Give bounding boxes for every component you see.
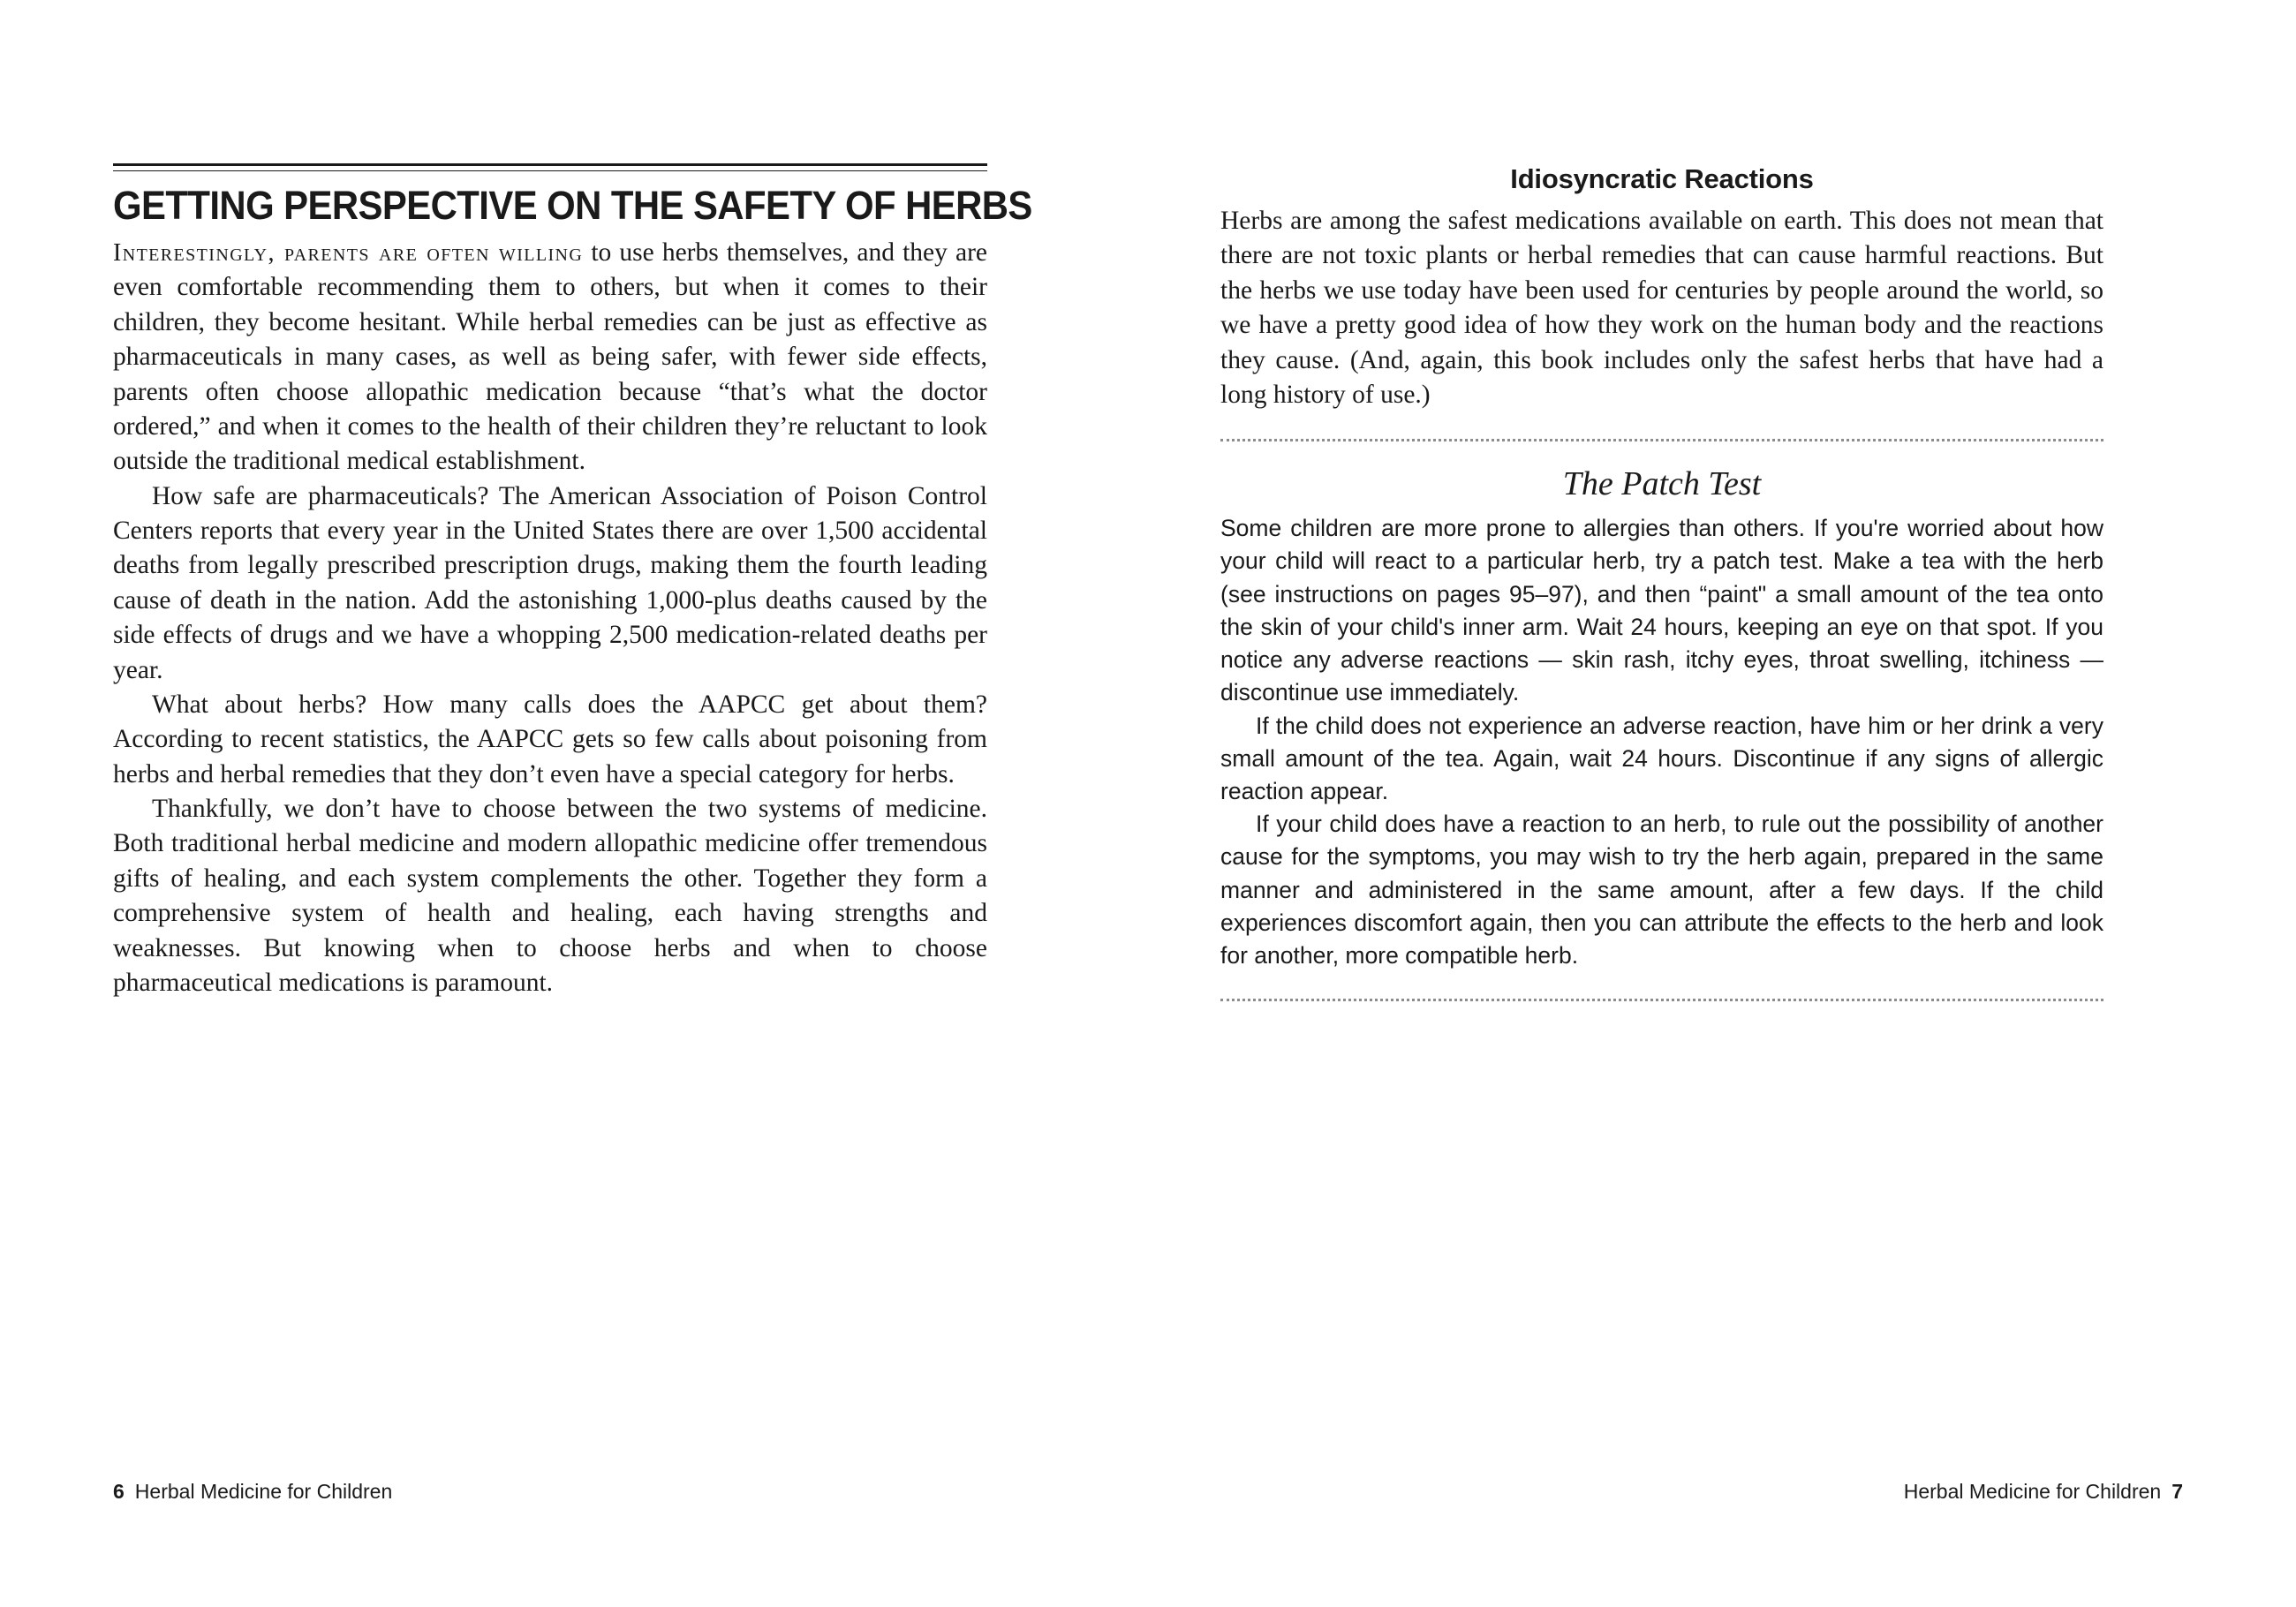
running-title-left: Herbal Medicine for Children: [134, 1480, 393, 1503]
body-paragraph-1: [113, 236, 987, 479]
body-paragraph-3: What about herbs? How many calls does the AAPCC get about them? According to recent statistics, the AAPCC gets so few calls about poisoning from herbs and herbal remedies that they don’t even have a special category for herbs.: [113, 690, 987, 788]
sidebar-paragraph: Herbs are among the safest medications available on earth. This does not mean that there are not toxic plants or herbal remedies that can cause harmful reactions. But the herbs we use today have been used for centuries by people around the world, so we have a pretty good idea of how they work on the human body and the reactions they cause. (And, again, this book includes only the safest herbs that have had a long history of use.): [1220, 207, 2103, 409]
footer-left: [113, 1480, 392, 1504]
page-number-right: 7: [2171, 1480, 2183, 1503]
page-title: GETTING PERSPECTIVE ON THE SAFETY OF HERBS: [113, 183, 1032, 228]
footer-right: [1904, 1480, 2183, 1504]
patch-paragraph-1: Some children are more prone to allergies than others. If you're worried about how your child will react to a particular herb, try a patch test. Make a tea with the herb (see instructions on pages 95–97), and then “paint" a small amount of the tea onto the skin of your child's inner arm. Wait 24 hours, keeping an eye on that spot. If you notice any adverse reactions — skin rash, itchy eyes, throat swelling, itchiness — discontinue use immediately.: [1220, 515, 2103, 706]
sidebar-heading-idiosyncratic-reactions: Idiosyncratic Reactions: [1510, 163, 1814, 194]
body-paragraph-2: How safe are pharmaceuticals? The American Association of Poison Control Centers reports that every year in the United States there are over 1,500 accidental deaths from legally prescribed prescription drugs, making them the fourth leading cause of death in the nation. Add the astonishing 1,000-plus deaths caused by the side effects of drugs and we have a whopping 2,500 medication-related deaths per year.: [113, 481, 987, 684]
body-paragraph-4: Thankfully, we don’t have to choose between the two systems of medicine. Both traditional herbal medicine and modern allopathic medicine offer tremendous gifts of healing, and each system complements the other. Together they form a comprehensive system of health and healing, each having strengths and weaknesses. But knowing when to choose herbs and when to choose pharmaceutical medications is paramount.: [113, 795, 987, 997]
right-text-column: [1220, 163, 2103, 1001]
page-number-left: 6: [113, 1480, 125, 1503]
dotted-divider-bottom: [1220, 999, 2103, 1001]
lead-smallcaps: Interestingly, parents are often willing: [113, 239, 584, 267]
left-text-column: [113, 163, 1032, 1000]
sidebar-heading-patch-test: The Patch Test: [1562, 465, 1762, 503]
right-page: [1148, 0, 2296, 1607]
dotted-divider-top: [1220, 439, 2103, 441]
running-title-right: Herbal Medicine for Children: [1903, 1480, 2162, 1503]
body-paragraph-1-text: to use herbs themselves, and they are even comfortable recommending them to others, but when it comes to their children, they become hesitant. While herbal remedies can be just as effective as pharmaceuticals in many cases, as well as being safer, with fewer side effects, parents often choose allopathic medication because “that’s what the doctor ordered,” and when it comes to the health of their children they’re reluctant to look outside the traditional medical establishment.: [113, 238, 987, 476]
patch-paragraph-2: If the child does not experience an adverse reaction, have him or her drink a very small amount of the tea. Again, wait 24 hours. Discontinue if any signs of allergic reaction appear.: [1220, 712, 2103, 804]
patch-paragraph-3: If your child does have a reaction to an herb, to rule out the possibility of another cause for the symptoms, you may wish to try the herb again, prepared in the same manner and administered in the same amount, after a few days. If the child experiences discomfort again, then you can attribute the effects to the herb and look for another, more compatible herb.: [1220, 811, 2103, 969]
title-rule: [113, 163, 987, 171]
